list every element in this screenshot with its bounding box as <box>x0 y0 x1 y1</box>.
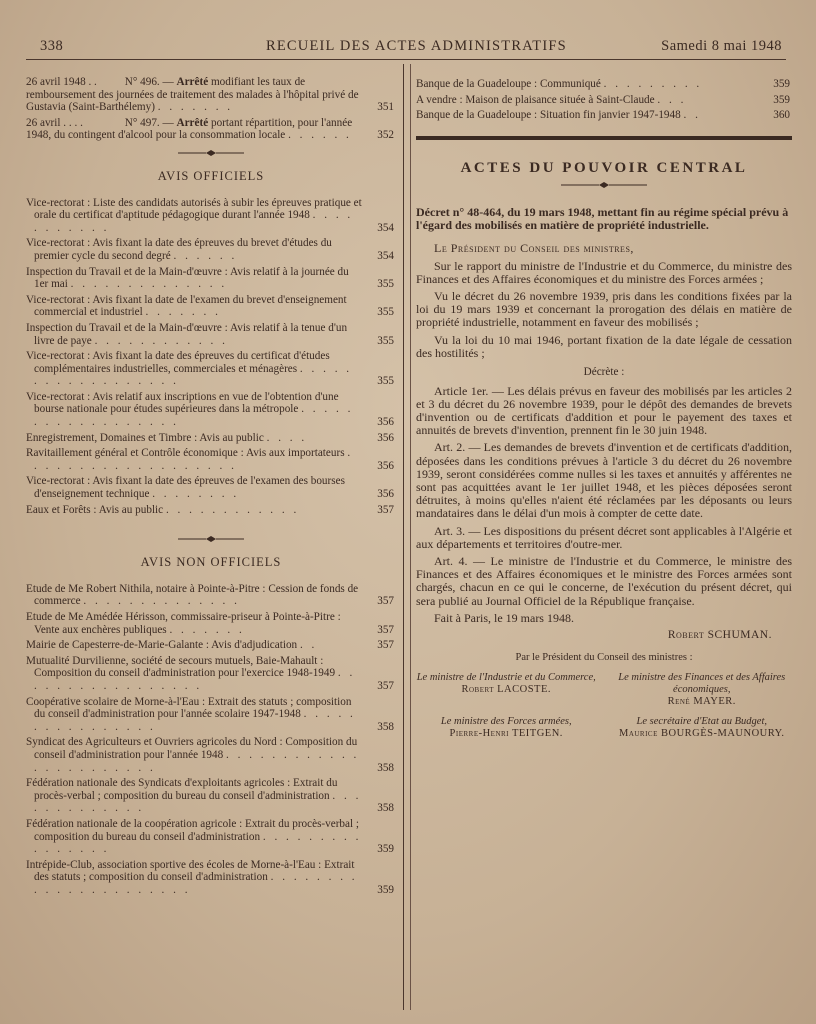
leader-dots: . . . . . . . . . . . . . . . . <box>34 830 362 856</box>
avis-non-officiel-item-text: Etude de Me Robert Nithila, notaire à Pointe-à-Pitre : Cession de fonds de commerce <box>26 582 359 608</box>
publication-date: Samedi 8 mai 1948 <box>661 38 782 54</box>
page-ref: 359 <box>773 78 790 90</box>
page-ref: 358 <box>377 720 394 733</box>
decrete-label: Décrète : <box>583 366 625 378</box>
avis-non-officiel-item <box>26 736 396 774</box>
leader-dots: . . . . . . . . . . . . . . . . . . . . . . . <box>34 748 360 774</box>
page-ref: 354 <box>377 221 394 234</box>
avis-officiel-item <box>26 294 396 319</box>
avis-officiel-item-text: Enregistrement, Domaines et Timbre : Avis au public <box>26 431 264 444</box>
signatory-name: Robert LACOSTE. <box>461 684 551 696</box>
page-ref: 357 <box>377 639 394 652</box>
avis-officiel-item-body <box>26 391 396 429</box>
leader-dots: . . <box>299 639 318 652</box>
avis-non-officiel-item-body <box>26 639 396 652</box>
decret-title: Décret n° 48-464, du 19 mars 1948, mettant fin au régime spécial prévu à l'égard des mobilisés en matière de propriété industrielle. <box>416 205 789 233</box>
preamble-paragraph: Sur le rapport du ministre de l'Industrie et du Commerce, du ministre des Finances et des Affaires économiques et du ministre des Forces armées ; <box>416 258 792 286</box>
summary-item-text: A vendre : Maison de plaisance située à Saint-Claude <box>416 93 655 106</box>
page-number: 338 <box>40 38 64 54</box>
arrete-body <box>26 76 396 114</box>
leader-dots: . . <box>683 109 701 122</box>
avis-non-officiel-item <box>26 859 396 897</box>
header-rule <box>26 59 786 60</box>
avis-non-officiel-item-text: Mairie de Capesterre-de-Marie-Galante : Avis d'adjudication <box>26 639 298 652</box>
avis-officiel-item-text: Ravitaillement général et Contrôle économique : Avis aux importateurs <box>26 447 345 460</box>
avis-officiel-item-text: Vice-rectorat : Avis fixant la date des épreuves du brevet d'études du premier cycle du second degré <box>26 237 332 262</box>
avis-non-officiel-item <box>26 639 396 652</box>
avis-officiel-item-text: Inspection du Travail et de la Main-d'œuvre : Avis relatif à la tenue d'un livre de paye <box>26 321 348 347</box>
avis-non-officiel-item <box>26 655 396 693</box>
arrete-text: modifiant les taux de remboursement des journées de traitement des malades à l'hôpital privé de Gustavia (Saint-Barthélemy) <box>26 76 359 114</box>
avis-officiels-list <box>26 197 396 517</box>
arrete-kind: Arrêté <box>176 76 209 88</box>
signatory <box>612 716 792 740</box>
leader-dots: . . . . . . . . . . . . <box>165 503 300 516</box>
arrete-body <box>26 117 396 142</box>
avis-officiel-item-body <box>26 432 396 445</box>
preamble-paragraph: Vu la loi du 10 mai 1946, portant fixation de la date légale de cessation des hostilités ; <box>416 332 792 360</box>
avis-officiel-item <box>26 266 396 291</box>
avis-non-officiel-item-text: Mutualité Durvilienne, société de secours mutuels, Baie-Mahault : Composition du conseil d'administration pour l'exercice 1948-1949 <box>26 654 336 680</box>
page-ref: 358 <box>377 802 394 815</box>
summary-item-body <box>416 78 792 91</box>
arrete-number: N° 497. — <box>124 116 174 129</box>
avis-non-officiel-item-body <box>26 859 396 897</box>
leader-dots: . . . . . . . . . . . . <box>94 334 228 347</box>
avis-non-officiel-item <box>26 696 396 734</box>
leader-dots: . . . . . . . . . <box>603 78 703 90</box>
leader-dots: . . . . . . . . . . . . . <box>34 789 362 815</box>
arrete-date: 26 avril 1948 . . <box>26 76 97 88</box>
leader-dots: . . . . . . . <box>169 623 245 636</box>
signatory-role: Le ministre des Forces armées, <box>440 716 572 728</box>
avis-non-officiels-title: AVIS NON OFFICIELS <box>140 555 282 570</box>
article-paragraph: Art. 4. — Le ministre de l'Industrie et du Commerce, le ministre des Finances et des Affaires économiques et le ministre des Forces armées sont chargés, chacun en ce qui le concerne, de l'exécution du présent décret, qui sera publié au Journal Officiel de la République française. <box>416 554 792 608</box>
leader-dots: . . . . . . <box>288 129 352 142</box>
avis-non-officiel-item-text: Intrépide-Club, association sportive des écoles de Morne-à-l'Eau : Extrait des statuts ; composition du conseil d'administration <box>26 858 355 884</box>
page-ref: 359 <box>773 93 790 106</box>
avis-officiel-item-text: Vice-rectorat : Avis fixant la date des épreuves de l'examen des bourses d'enseignement technique <box>26 475 345 501</box>
avis-officiels-title: AVIS OFFICIELS <box>157 168 265 183</box>
page-ref: 357 <box>377 623 394 636</box>
leader-dots: . . . . . . . . <box>152 488 240 501</box>
avis-non-officiel-item-body <box>26 655 396 693</box>
leader-dots: . . . . . . . . . . . . . . <box>70 278 228 291</box>
avis-officiel-item <box>26 350 396 388</box>
avis-officiel-item-text: Vice-rectorat : Liste des candidats autorisés à subir les épreuves pratique et orale du certificat d'aptitude pédagogique durant l'année 1948 <box>26 196 362 222</box>
arrete-entry <box>26 117 396 142</box>
avis-non-officiel-item <box>26 611 396 636</box>
avis-officiel-item-text: Vice-rectorat : Avis fixant la date de l'examen du brevet d'enseignement commercial et industriel <box>26 293 347 319</box>
page-ref: 359 <box>377 883 394 896</box>
avis-officiel-item <box>26 391 396 429</box>
leader-dots: . . . . . . . <box>157 101 234 114</box>
avis-officiel-item-text: Vice-rectorat : Avis relatif aux inscriptions en vue de l'obtention d'une bourse nationale pour études supérieures dans la métropole <box>26 390 339 416</box>
avis-non-officiel-item-text: Fédération nationale de la coopération agricole : Extrait du procès-verbal ; composition du bureau du conseil d'administration <box>26 817 360 843</box>
avis-non-officiel-item-body <box>26 696 396 734</box>
leader-dots: . . . . . . . . . . . . . . . . . . <box>34 403 354 429</box>
section-title: ACTES DU POUVOIR CENTRAL <box>460 159 748 176</box>
avis-non-officiel-item-body <box>26 583 396 608</box>
leader-dots: . . . . . . . . . . . . . . . . <box>34 708 356 733</box>
arrete-number: N° 496. — <box>124 76 174 88</box>
leader-dots: . . . . . . . . . . . . . . . . . . <box>34 362 353 388</box>
preamble-paragraphs <box>416 260 792 360</box>
avis-officiel-item-body <box>26 447 396 472</box>
article-paragraph: Article 1er. — Les délais prévus en faveur des mobilisés par les articles 2 et 3 du décret du 26 novembre 1939, pour le dépôt des demandes de brevets d'invention ou de certificats d'addition et pour le payement des taxes et annuités de brevets d'invention, prennent fin le 30 juin 1948. <box>416 383 792 438</box>
avis-non-officiel-item <box>26 818 396 856</box>
column-divider <box>403 64 411 1010</box>
leader-dots: . . . . . . . . . . . . . . . . . . . <box>34 447 354 472</box>
president-line: Le Président du Conseil des ministres, <box>434 241 634 256</box>
avis-officiel-item-body <box>26 504 396 517</box>
leader-dots: . . . . . . . . . . . <box>34 209 354 234</box>
signatory-name: Maurice BOURGÈS-MAUNOURY. <box>618 728 785 740</box>
publication-title: RECUEIL DES ACTES ADMINISTRATIFS <box>266 38 567 54</box>
page-ref: 357 <box>377 503 394 516</box>
avis-officiel-item <box>26 197 396 235</box>
summary-item <box>416 109 792 122</box>
avis-non-officiel-item-body <box>26 777 396 815</box>
summary-item <box>416 78 792 91</box>
avis-non-officiel-item <box>26 583 396 608</box>
avis-officiel-item-body <box>26 266 396 291</box>
avis-non-officiels-list <box>26 583 396 897</box>
leader-dots: . . . . . . . . . . . . . . . . . . . . . . <box>34 871 358 896</box>
page-ref: 351 <box>377 101 394 114</box>
summary-item <box>416 94 792 107</box>
avis-officiel-item-text: Eaux et Forêts : Avis au public <box>26 503 164 516</box>
avis-officiel-item-body <box>26 322 396 347</box>
avis-non-officiel-item-text: Etude de Me Amédée Hérisson, commissaire-priseur à Pointe-à-Pitre : Vente aux enchères publiques <box>26 611 341 636</box>
signatory <box>416 672 596 708</box>
arrete-date: 26 avril . . . . <box>26 116 83 129</box>
leader-dots: . . . . . . <box>173 249 238 262</box>
avis-officiel-item <box>26 432 396 445</box>
avis-non-officiel-item-text: Coopérative scolaire de Morne-à-l'Eau : Extrait des statuts ; composition du conseil d'administration pour l'année scolaire 1947-1948 <box>26 695 352 721</box>
left-column <box>26 76 396 899</box>
signature: Robert SCHUMAN. <box>667 629 772 642</box>
page-ref: 356 <box>377 416 394 429</box>
summary-item-text: Banque de la Guadeloupe : Communiqué <box>416 78 601 90</box>
signatory-role: Le secrétaire d'Etat au Budget, <box>636 716 767 728</box>
ornament-divider <box>416 180 792 190</box>
avis-officiel-item-text: Inspection du Travail et de la Main-d'œuvre : Avis relatif à la journée du 1er mai <box>26 265 349 291</box>
arrete-kind: Arrêté <box>176 116 209 129</box>
page-ref: 356 <box>377 488 394 501</box>
signatories-row-1 <box>416 672 792 708</box>
article-paragraph: Art. 2. — Les demandes de brevets d'invention et de certificats d'addition, déposées dans les conditions prévues à l'article 3 du décret du 26 novembre 1939, seront considérées comme nulles si les taxes et annuités y afférentes ne sont pas acquittées avant le 1er juillet 1948, et les pièces déposées seront détruites, à moins qu'elles n'aient été réclamées par les déposants ou leurs mandataires dans le délai d'un mois à compter de cette date. <box>416 440 792 521</box>
avis-non-officiel-item-body <box>26 611 396 636</box>
page-ref: 355 <box>377 278 394 291</box>
page-ref: 355 <box>377 334 394 347</box>
page-ref: 356 <box>377 459 394 472</box>
summary-item-body <box>416 94 792 107</box>
ornament-divider <box>26 148 396 158</box>
avis-officiel-item <box>26 322 396 347</box>
preamble-paragraph: Vu le décret du 26 novembre 1939, pris dans les conditions fixées par la loi du 19 mars 1939 et concernant la prorogation des délais en matière de propriété industrielle, notamment en faveur des mobilisés ; <box>416 288 792 330</box>
avis-officiel-item-body <box>26 197 396 235</box>
arrete-text: portant répartition, pour l'année 1948, du contingent d'alcool pour la consommation locale <box>26 116 353 142</box>
summary-item-body <box>416 109 792 122</box>
avis-non-officiel-item <box>26 777 396 815</box>
leader-dots: . . . . . . . <box>145 306 221 319</box>
article-paragraph: Art. 3. — Les dispositions du présent décret sont applicables à l'Algérie et aux départements et territoires d'outre-mer. <box>416 523 792 551</box>
avis-officiel-item-body <box>26 350 396 388</box>
right-column <box>416 78 792 740</box>
signatory <box>612 672 792 708</box>
arrete-entry <box>26 76 396 114</box>
summary-item-text: Banque de la Guadeloupe : Situation fin janvier 1947-1948 <box>416 109 681 122</box>
page-ref: 355 <box>377 375 394 388</box>
avis-officiel-item-body <box>26 294 396 319</box>
avis-officiel-item <box>26 237 396 262</box>
avis-non-officiel-item-body <box>26 736 396 774</box>
leader-dots: . . . . <box>266 431 308 444</box>
page-header <box>26 32 786 60</box>
page-ref: 359 <box>377 843 394 856</box>
avis-officiel-item-text: Vice-rectorat : Avis fixant la date des épreuves du certificat d'études complémentaires industrielles, commerciales et ménagères <box>26 350 330 375</box>
signatory <box>416 716 596 740</box>
par-le-president: Par le Président du Conseil des ministres : <box>515 651 693 663</box>
leader-dots: . . . . . . . . . . . . . . . . . <box>34 667 356 692</box>
signatory-name: René MAYER. <box>667 696 736 708</box>
avis-officiel-item <box>26 447 396 472</box>
avis-officiel-item <box>26 504 396 517</box>
top-items-list <box>416 78 792 122</box>
leader-dots: . . . . . . . . . . . . . . <box>83 595 240 608</box>
fait-line: Fait à Paris, le 19 mars 1948. <box>434 610 574 625</box>
avis-officiel-item-body <box>26 475 396 500</box>
page-ref: 355 <box>377 306 394 319</box>
avis-officiel-item-body <box>26 237 396 262</box>
page-ref: 360 <box>773 109 790 122</box>
page-ref: 357 <box>377 679 394 692</box>
signatories-row-2 <box>416 716 792 740</box>
signatory-role: Le ministre de l'Industrie et du Commerce, <box>416 672 596 684</box>
page-ref: 354 <box>377 249 394 262</box>
avis-non-officiel-item-text: Syndicat des Agriculteurs et Ouvriers agricoles du Nord : Composition du conseil d'administration pour l'année 1948 <box>26 736 358 761</box>
signatory-name: Pierre-Henri TEITGEN. <box>449 728 563 740</box>
leader-dots: . . . <box>657 93 687 106</box>
avis-non-officiel-item-text: Fédération nationale des Syndicats d'exploitants agricoles : Extrait du procès-verbal ; composition du bureau du conseil d'administration <box>26 777 338 802</box>
articles-list <box>416 385 792 608</box>
page-ref: 357 <box>377 595 394 608</box>
arretes-list <box>26 76 396 142</box>
ornament-divider <box>26 534 396 544</box>
avis-officiel-item <box>26 475 396 500</box>
thick-rule <box>416 136 792 140</box>
signatory-role: Le ministre des Finances et des Affaires économiques, <box>618 672 786 696</box>
page-ref: 352 <box>377 129 394 142</box>
page-ref: 358 <box>377 761 394 774</box>
page-ref: 356 <box>377 431 394 444</box>
avis-non-officiel-item-body <box>26 818 396 856</box>
